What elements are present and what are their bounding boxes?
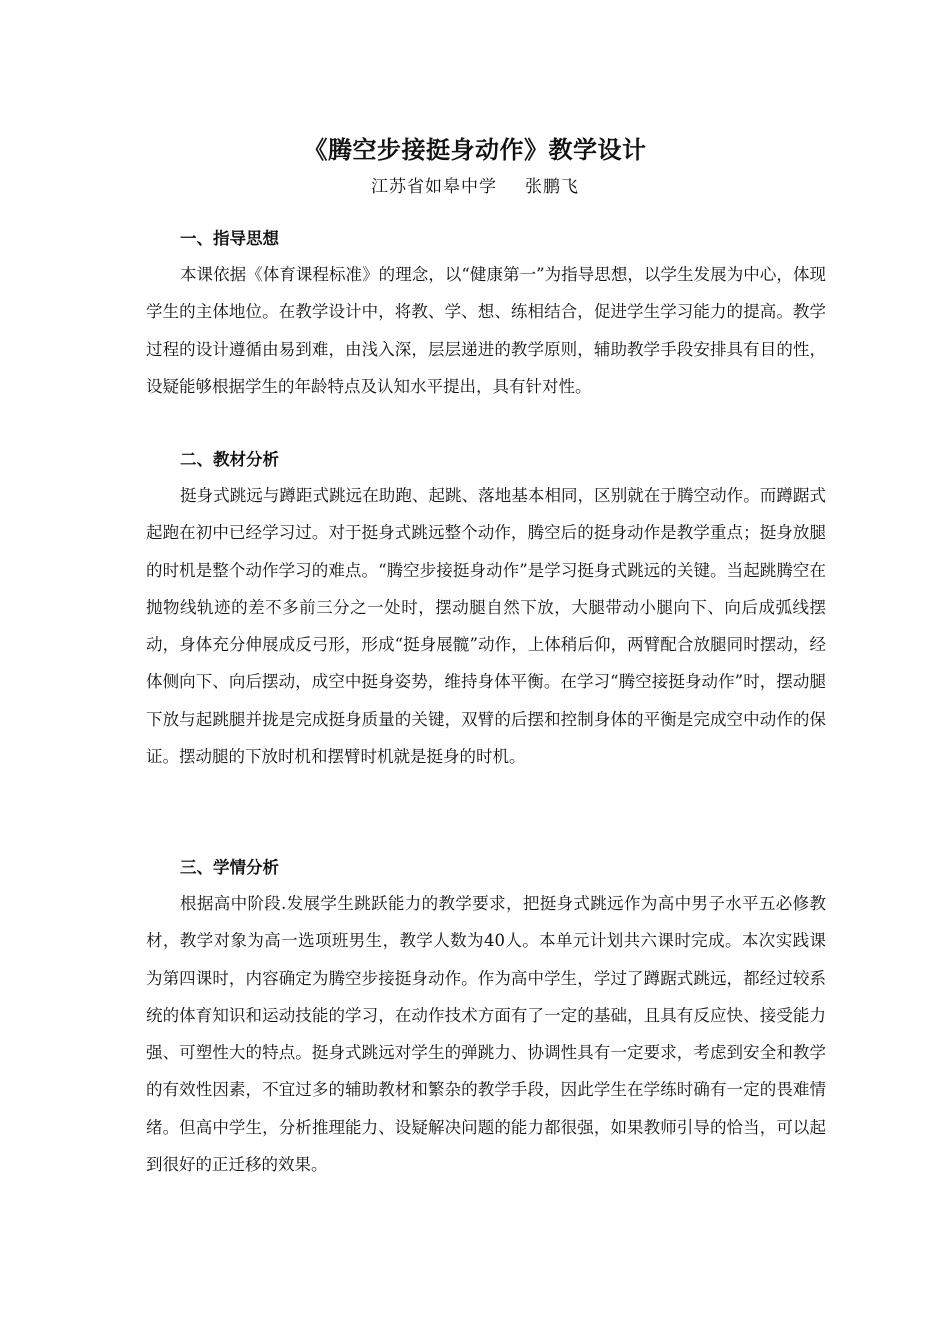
- section-paragraph: 本课依据《体育课程标准》的理念，以“健康第一”为指导思想，以学生发展为中心，体现学生的主体地位。在教学设计中，将教、学、想、练相结合，促进学生学习能力的提高。教学过程的设计遵循由易到难，由浅入深，层层递进的教学原则，辅助教学手段安排具有目的性，设疑能够根据学生的年龄特点及认知水平提出，具有针对性。: [146, 265, 826, 396]
- school-name: 江苏省如皋中学: [371, 177, 497, 197]
- section-paragraph: 根据高中阶段.发展学生跳跃能力的教学要求，把挺身式跳远作为高中男子水平五必修教材，教学对象为高一选项班男生，教学人数为40人。本单元计划共六课时完成。本次实践课为第四课时，内容确定为腾空步接挺身动作。作为高中学生，学过了蹲踞式跳远，都经过较系统的体育知识和运动技能的学习，在动作技术方面有了一定的基础，且具有反应快、接受能力强、可塑性大的特点。挺身式跳远对学生的弹跳力、协调性具有一定要求，考虑到安全和教学的有效性因素，不宜过多的辅助教材和繁杂的教学手段，因此学生在学练时确有一定的畏难情绪。但高中学生，分析推理能力、设疑解决问题的能力都很强，如果教师引导的恰当，可以起到很好的正迁移的效果。: [146, 894, 826, 1175]
- author-name: 张鹏飞: [525, 177, 579, 197]
- author-line: [0, 173, 950, 201]
- section-student-analysis: [146, 853, 826, 1183]
- section-heading: 一、指导思想: [180, 229, 279, 248]
- section-heading: 三、学情分析: [180, 858, 279, 877]
- section-guiding-ideology: [146, 224, 826, 405]
- document-title: 《腾空步接挺身动作》教学设计: [303, 136, 647, 164]
- section-material-analysis: [146, 445, 826, 775]
- section-paragraph: 挺身式跳远与蹲距式跳远在助跑、起跳、落地基本相同，区别就在于腾空动作。而蹲踞式起跑在初中已经学习过。对于挺身式跳远整个动作，腾空后的挺身动作是教学重点；挺身放腿的时机是整个动作学习的难点。“腾空步接挺身动作”是学习挺身式跳远的关键。当起跳腾空在抛物线轨迹的差不多前三分之一处时，摆动腿自然下放，大腿带动小腿向下、向后成弧线摆动，身体充分伸展成反弓形，形成“挺身展髋”动作，上体稍后仰，两臂配合放腿同时摆动，经体侧向下、向后摆动，成空中挺身姿势，维持身体平衡。在学习“腾空接挺身动作”时，摆动腿下放与起跳腿并拢是完成挺身质量的关键，双臂的后摆和控制身体的平衡是完成空中动作的保证。摆动腿的下放时机和摆臂时机就是挺身的时机。: [146, 486, 826, 767]
- section-heading: 二、教材分析: [180, 450, 279, 469]
